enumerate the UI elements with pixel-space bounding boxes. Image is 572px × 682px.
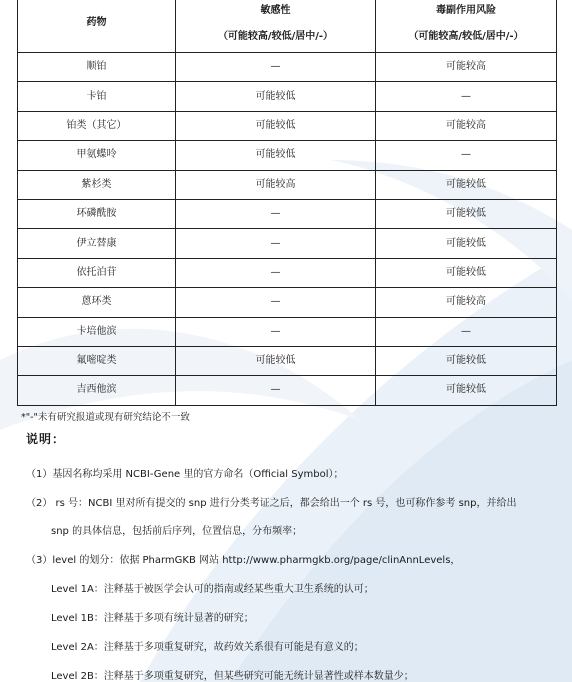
cell-sensitivity: — [176,199,376,228]
table-row [18,141,557,170]
cell-toxicity: 可能较低 [376,199,557,228]
cell-sensitivity: — [176,317,376,346]
explanation-item: Level 2B：注释基于多项重复研究，但某些研究可能无统计显著性或样本数量少； [51,671,414,682]
table-row [18,376,557,405]
table-row [18,258,557,287]
cell-sensitivity: — [176,53,376,82]
drug-response-table [17,0,557,406]
explanation-item: Level 1A：注释基于被医学会认可的指南或经某些重大卫生系统的认可； [51,584,374,595]
cell-toxicity: 可能较高 [376,111,557,140]
header-sensitivity-title: 敏感性 [260,4,291,16]
cell-drug: 卡培他滨 [18,317,176,346]
table-row [18,111,557,140]
cell-drug: 蒽环类 [18,288,176,317]
explanation-item: （1）基因名称均采用 NCBI-Gene 里的官方命名（Official Symbol）； [26,469,344,480]
cell-toxicity: — [376,141,557,170]
cell-sensitivity: 可能较低 [176,346,376,375]
cell-drug: 氟嘧啶类 [18,346,176,375]
table-row [18,288,557,317]
cell-toxicity: — [376,317,557,346]
cell-drug: 甲氨蝶呤 [18,141,176,170]
header-sensitivity-scale: （可能较高/较低/居中/-） [217,30,334,42]
cell-toxicity: 可能较低 [376,229,557,258]
cell-sensitivity: — [176,288,376,317]
cell-sensitivity: — [176,229,376,258]
table-row [18,229,557,258]
cell-toxicity: — [376,82,557,111]
cell-drug: 吉西他滨 [18,376,176,405]
table-row [18,317,557,346]
cell-sensitivity: 可能较高 [176,170,376,199]
cell-toxicity: 可能较高 [376,53,557,82]
table-row [18,170,557,199]
cell-drug: 依托泊苷 [18,258,176,287]
cell-sensitivity: — [176,376,376,405]
cell-drug: 环磷酰胺 [18,199,176,228]
table-row [18,346,557,375]
cell-drug: 铂类（其它） [18,111,176,140]
table-row [18,199,557,228]
cell-drug: 顺铂 [18,53,176,82]
cell-drug: 卡铂 [18,82,176,111]
table-footnote: *"-"未有研究报道或现有研究结论不一致 [21,412,190,423]
explanation-item: Level 1B：注释基于多项有统计显著的研究； [51,613,254,624]
cell-drug: 伊立替康 [18,229,176,258]
table-row [18,53,557,82]
cell-toxicity: 可能较低 [376,376,557,405]
cell-sensitivity: 可能较低 [176,141,376,170]
header-toxicity-title: 毒副作用风险 [436,4,496,16]
header-sensitivity [176,0,376,53]
cell-toxicity: 可能较低 [376,170,557,199]
cell-sensitivity: — [176,258,376,287]
cell-sensitivity: 可能较低 [176,82,376,111]
explanation-title: 说明： [26,432,66,446]
cell-toxicity: 可能较低 [376,346,557,375]
explanation-item: snp 的具体信息，包括前后序列，位置信息，分布频率； [51,526,303,537]
header-toxicity-scale: （可能较高/较低/居中/-） [408,30,524,42]
cell-drug: 紫杉类 [18,170,176,199]
cell-toxicity: 可能较高 [376,288,557,317]
table-row [18,82,557,111]
cell-sensitivity: 可能较低 [176,111,376,140]
explanation-item: （2） rs 号：NCBI 里对所有提交的 snp 进行分类考证之后，都会给出一个 rs 号，也可称作参考 snp，并给出 [26,498,517,509]
explanation-item: （3）level 的划分：依据 PharmGKB 网站 http://www.pharmgkb.org/page/clinAnnLevels， [26,555,461,566]
header-toxicity [376,0,557,53]
table-header-row [18,0,557,53]
cell-toxicity: 可能较低 [376,258,557,287]
explanation-item: Level 2A：注释基于多项重复研究，故药效关系很有可能是有意义的； [51,642,364,653]
header-drug: 药物 [18,0,176,53]
